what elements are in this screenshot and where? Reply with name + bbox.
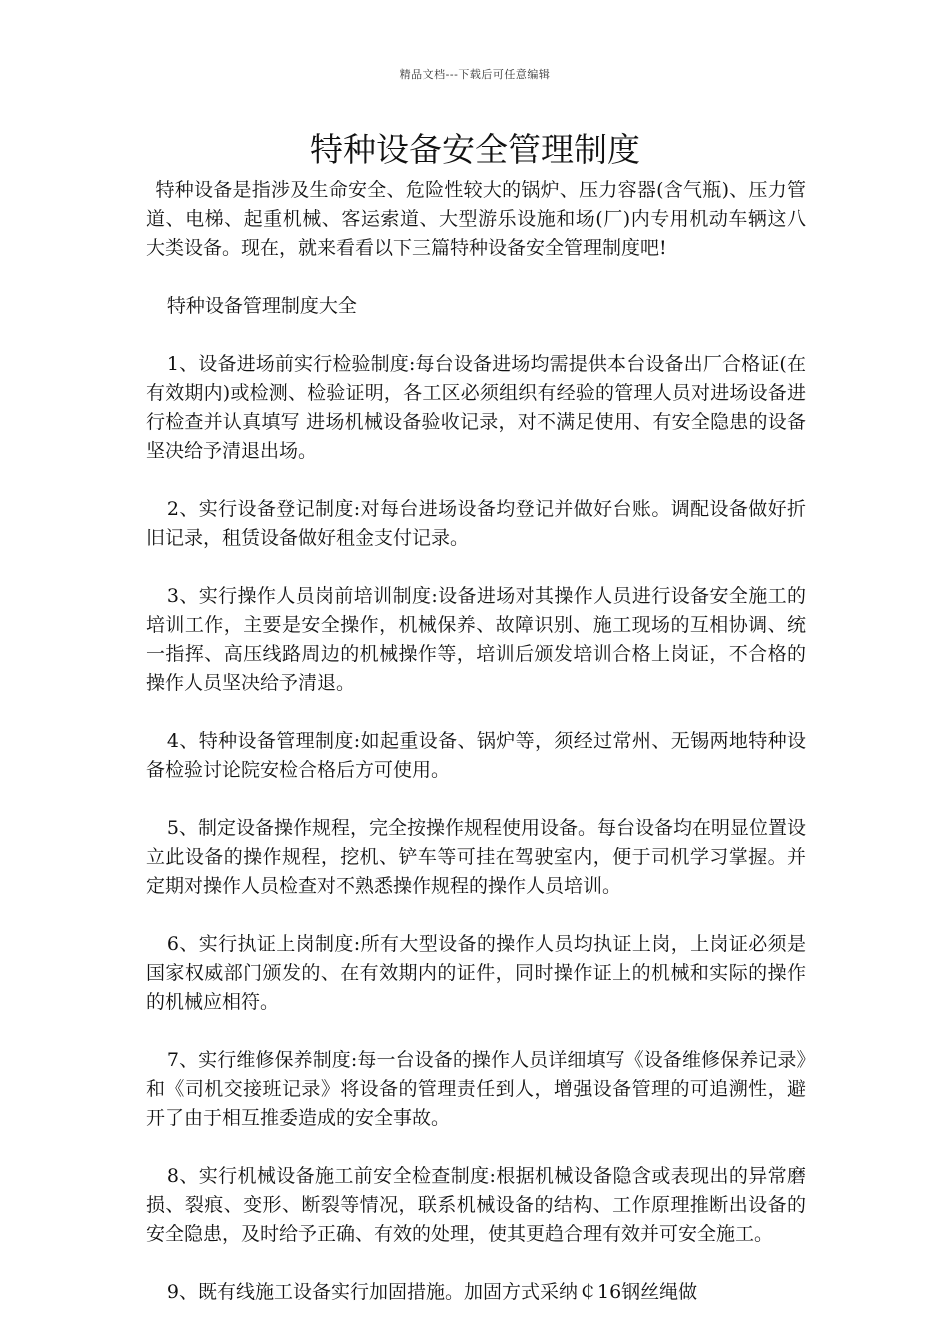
header-note: 精品文档---下载后可任意编辑 (399, 68, 551, 81)
list-item: 2、实行设备登记制度:对每台进场设备均登记并做好台账。调配设备做好折旧记录，租赁设备做好租金支付记录。 (146, 498, 806, 549)
document-body (146, 176, 806, 1336)
list-item: 6、实行执证上岗制度:所有大型设备的操作人员均执证上岗，上岗证必须是国家权威部门颁发的、在有效期内的证件，同时操作证上的机械和实际的操作的机械应相符。 (146, 933, 806, 1013)
intro-paragraph: 特种设备是指涉及生命安全、危险性较大的锅炉、压力容器(含气瓶)、压力管道、电梯、起重机械、客运索道、大型游乐设施和场(厂)内专用机动车辆这八大类设备。现在，就来看看以下三篇特种设备安全管理制度吧! (146, 179, 806, 259)
list-item: 8、实行机械设备施工前安全检查制度:根据机械设备隐含或表现出的异常磨损、裂痕、变形、断裂等情况，联系机械设备的结构、工作原理推断出设备的安全隐患，及时给予正确、有效的处理，使其更趋合理有效并可安全施工。 (146, 1165, 806, 1245)
list-item: 3、实行操作人员岗前培训制度:设备进场对其操作人员进行设备安全施工的培训工作，主要是安全操作，机械保养、故障识别、施工现场的互相协调、统一指挥、高压线路周边的机械操作等，培训后颁发培训合格上岗证，不合格的操作人员坚决给予清退。 (146, 585, 806, 694)
list-item: 1、设备进场前实行检验制度:每台设备进场均需提供本台设备出厂合格证(在有效期内)或检测、检验证明，各工区必须组织有经验的管理人员对进场设备进行检查并认真填写 进场机械设备验收记录，对不满足使用、有安全隐患的设备坚决给予清退出场。 (146, 353, 806, 462)
list-item: 7、实行维修保养制度:每一台设备的操作人员详细填写《设备维修保养记录》和《司机交接班记录》将设备的管理责任到人，增强设备管理的可追溯性，避开了由于相互推委造成的安全事故。 (146, 1049, 806, 1129)
section-heading: 特种设备管理制度大全 (166, 295, 357, 317)
list-item: 9、既有线施工设备实行加固措施。加固方式采纳￠16钢丝绳做 (166, 1281, 698, 1303)
document-title: 特种设备安全管理制度 (310, 130, 640, 169)
list-item: 5、制定设备操作规程，完全按操作规程使用设备。每台设备均在明显位置设立此设备的操作规程，挖机、铲车等可挂在驾驶室内，便于司机学习掌握。并定期对操作人员检查对不熟悉操作规程的操作人员培训。 (146, 817, 806, 897)
list-item: 4、特种设备管理制度:如起重设备、锅炉等，须经过常州、无锡两地特种设备检验讨论院安检合格后方可使用。 (146, 730, 806, 781)
